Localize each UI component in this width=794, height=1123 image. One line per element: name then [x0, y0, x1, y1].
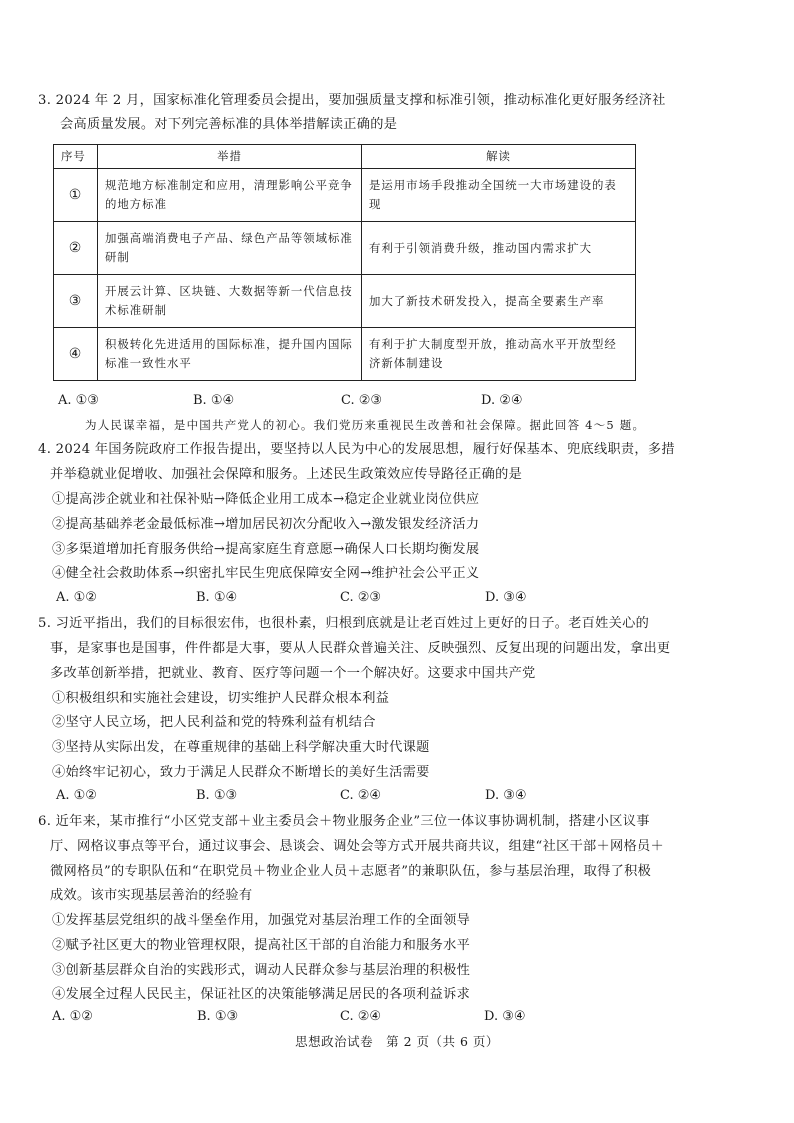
q6-option-d: D. ③④ [484, 1009, 526, 1024]
q3-option-c: C. ②③ [341, 393, 383, 408]
header-number: 序号 [54, 145, 98, 169]
q6-stem-line-4: 成效。该市实现基层善治的经验有 [50, 888, 253, 903]
page-footer: 思想政治试卷 第 2 页（共 6 页） [295, 1034, 499, 1049]
q4-item-1: ①提高涉企就业和社保补贴→降低企业用工成本→稳定企业就业岗位供应 [52, 492, 480, 507]
row-measure: 积极转化先进适用的国际标准，提升国内国际标准一致性水平 [98, 328, 362, 381]
table-row [54, 328, 636, 381]
row-reading: 加大了新技术研发投入，提高全要素生产率 [362, 275, 636, 328]
q6-item-3: ③创新基层群众自治的实践形式，调动人民群众参与基层治理的积极性 [52, 963, 471, 978]
header-reading: 解读 [362, 145, 636, 169]
row-measure: 加强高端消费电子产品、绿色产品等领域标准研制 [98, 222, 362, 275]
q5-item-3: ③坚持从实际出发，在尊重规律的基础上科学解决重大时代课题 [52, 740, 430, 755]
q4-item-4: ④健全社会救助体系→织密扎牢民生兜底保障安全网→维护社会公平正义 [52, 566, 480, 581]
table-row [54, 169, 636, 222]
q3-table [53, 144, 636, 381]
q6-item-1: ①发挥基层党组织的战斗堡垒作用，加强党对基层治理工作的全面领导 [52, 913, 471, 928]
q5-option-c: C. ②④ [340, 788, 382, 803]
q3-table-header [54, 145, 636, 169]
q6-stem-line-2: 厅、网格议事点等平台，通过议事会、恳谈会、调处会等方式开展共商共议，组建“社区干部＋网格员＋ [50, 839, 664, 854]
q5-stem-line-3: 多改革创新举措，把就业、教育、医疗等问题一个一个解决好。这要求中国共产党 [50, 666, 536, 681]
row-number: ② [54, 222, 98, 275]
q4-item-3: ③多渠道增加托育服务供给→提高家庭生育意愿→确保人口长期均衡发展 [52, 542, 480, 557]
q5-option-d: D. ③④ [485, 788, 527, 803]
q4-option-a: A. ①② [56, 590, 97, 605]
row-number: ① [54, 169, 98, 222]
row-reading: 有利于引领消费升级，推动国内需求扩大 [362, 222, 636, 275]
q3-option-d: D. ②④ [481, 393, 523, 408]
row-number: ③ [54, 275, 98, 328]
row-measure: 开展云计算、区块链、大数据等新一代信息技术标准研制 [98, 275, 362, 328]
q4-option-d: D. ③④ [485, 590, 527, 605]
q4-stem-line-1: 4. 2024 年国务院政府工作报告提出，要坚持以人民为中心的发展思想，履行好保基本、兜底线职责，多措 [38, 442, 675, 457]
q6-stem-line-1: 6. 近年来，某市推行“小区党支部＋业主委员会＋物业服务企业”三位一体议事协调机制，搭建小区议事 [38, 814, 650, 829]
row-reading: 有利于扩大制度型开放，推动高水平开放型经济新体制建设 [362, 328, 636, 381]
q4-stem-line-2: 并举稳就业促增收、加强社会保障和服务。上述民生政策效应传导路径正确的是 [50, 467, 523, 482]
row-measure: 规范地方标准制定和应用，清理影响公平竞争的地方标准 [98, 169, 362, 222]
intro-4-5: 为人民谋幸福，是中国共产党人的初心。我们党历来重视民生改善和社会保障。据此回答 4～5 题。 [85, 418, 646, 432]
q6-item-4: ④发展全过程人民民主，保证社区的决策能够满足居民的各项利益诉求 [52, 987, 471, 1002]
q5-stem-line-1: 5. 习近平指出，我们的目标很宏伟，也很朴素，归根到底就是让老百姓过上更好的日子。老百姓关心的 [38, 616, 650, 631]
q6-item-2: ②赋予社区更大的物业管理权限，提高社区干部的自治能力和服务水平 [52, 938, 471, 953]
q5-option-a: A. ①② [56, 788, 97, 803]
q4-option-c: C. ②③ [340, 590, 382, 605]
q5-item-2: ②坚守人民立场，把人民利益和党的特殊利益有机结合 [52, 715, 376, 730]
q5-item-4: ④始终牢记初心，致力于满足人民群众不断增长的美好生活需要 [52, 765, 430, 780]
q6-option-a: A. ①② [52, 1009, 93, 1024]
table-row [54, 222, 636, 275]
q4-item-2: ②提高基础养老金最低标准→增加居民初次分配收入→激发银发经济活力 [52, 517, 480, 532]
q6-stem-line-3: 微网格员”的专职队伍和“在职党员＋物业企业人员＋志愿者”的兼职队伍，参与基层治理，取得了积极 [50, 864, 652, 879]
q6-option-b: B. ①③ [197, 1009, 239, 1024]
row-reading: 是运用市场手段推动全国统一大市场建设的表现 [362, 169, 636, 222]
row-number: ④ [54, 328, 98, 381]
q5-stem-line-2: 事，是家事也是国事，件件都是大事，要从人民群众普遍关注、反映强烈、反复出现的问题出发，拿出更 [50, 641, 671, 656]
table-row [54, 275, 636, 328]
q6-option-c: C. ②④ [340, 1009, 382, 1024]
q3-option-b: B. ①④ [193, 393, 235, 408]
q3-stem-line-2: 会高质量发展。对下列完善标准的具体举措解读正确的是 [60, 117, 398, 132]
header-measure: 举措 [98, 145, 362, 169]
q5-option-b: B. ①③ [196, 788, 238, 803]
q3-option-a: A. ①③ [58, 393, 99, 408]
q4-option-b: B. ①④ [196, 590, 238, 605]
q5-item-1: ①积极组织和实施社会建设，切实维护人民群众根本利益 [52, 691, 390, 706]
q3-stem-line-1: 3. 2024 年 2 月，国家标准化管理委员会提出，要加强质量支撑和标准引领，推动标准化更好服务经济社 [38, 93, 666, 108]
